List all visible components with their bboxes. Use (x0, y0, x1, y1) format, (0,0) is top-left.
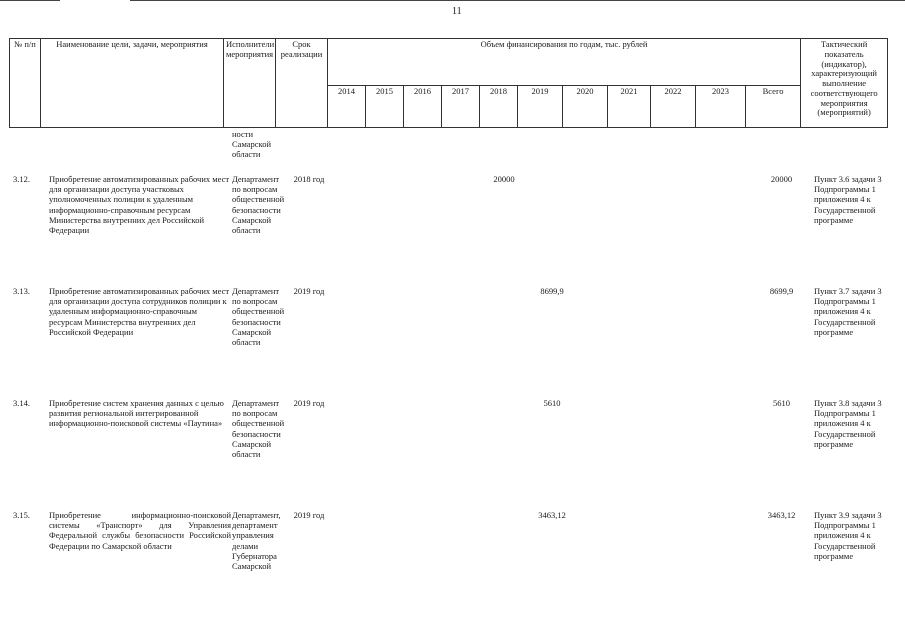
row-indicator: Пункт 3.7 задачи 3 Подпрограммы 1 приложения 4 к Государственной программе (814, 286, 882, 337)
page-number: 11 (452, 6, 462, 17)
row-value-2018: 20000 (493, 174, 515, 184)
header-year: 2015 (366, 86, 404, 128)
header-num: № п/п (10, 39, 41, 128)
row-name: Приобретение автоматизированных рабочих мест для организации доступа участковых уполномоченных полиции к удаленным информационно-справочным ресурсам Министерства внутренних дел Российской Федерации (49, 174, 230, 235)
header-year: 2021 (608, 86, 651, 128)
row-executor: Департамент по вопросам общественной безопасности Самарской области (232, 174, 285, 235)
row-number: 3.12. (13, 174, 30, 184)
header-term: Срок реализации (276, 39, 328, 128)
header-year: 2020 (563, 86, 608, 128)
header-year: 2014 (328, 86, 366, 128)
header-indicator: Тактический показатель (индикатор), характеризующий выполнение соответствующего мероприятия (мероприятий) (801, 39, 888, 128)
header-year: 2019 (518, 86, 563, 128)
row-term: 2019 год (293, 398, 325, 408)
row-value-2019: 8699,9 (540, 286, 564, 296)
row-number: 3.15. (13, 510, 30, 520)
row-number: 3.13. (13, 286, 30, 296)
table-body (9, 128, 887, 628)
header-year: 2023 (696, 86, 746, 128)
row-total: 8699,9 (769, 286, 794, 296)
top-rule-left (0, 0, 60, 1)
row-term: 2019 год (293, 286, 325, 296)
header-year: 2017 (442, 86, 480, 128)
top-rule-right (130, 0, 905, 1)
row-name: Приобретение автоматизированных рабочих мест для организации доступа сотрудников полиции к удаленным информационно-справочным ресурсам Министерства внутренних дел Российской Федерации (49, 286, 230, 337)
row-term: 2018 год (293, 174, 325, 184)
row-name: Приобретение систем хранения данных с целью развития региональной интегрированной информационно-поисковой системы «Паутина» (49, 398, 224, 429)
row-value-2019: 5610 (543, 398, 561, 408)
header-year: 2018 (480, 86, 518, 128)
table-header (9, 38, 888, 128)
header-funding: Объем финансирования по годам, тыс. рублей (328, 39, 801, 86)
header-name: Наименование цели, задачи, мероприятия (41, 39, 224, 128)
header-executor: Исполнители мероприятия (224, 39, 276, 128)
row-indicator: Пункт 3.8 задачи 3 Подпрограммы 1 приложения 4 к Государственной программе (814, 398, 882, 449)
row-total: 20000 (770, 174, 793, 184)
row-term: 2019 год (293, 510, 325, 520)
row-executor: Департамент по вопросам общественной безопасности Самарской области (232, 286, 285, 347)
header-year: 2022 (651, 86, 696, 128)
row-indicator: Пункт 3.6 задачи 3 Подпрограммы 1 приложения 4 к Государственной программе (814, 174, 882, 225)
row-executor: Департамент, департамент управления делами Губернатора Самарской (232, 510, 281, 571)
row-total: 3463,12 (767, 510, 796, 520)
carryover-executor: ности Самарской области (232, 129, 272, 160)
row-total: 5610 (773, 398, 790, 408)
row-indicator: Пункт 3.9 задачи 3 Подпрограммы 1 приложения 4 к Государственной программе (814, 510, 882, 561)
header-total: Всего (746, 86, 801, 128)
row-value-2019: 3463,12 (538, 510, 566, 520)
row-name: Приобретение информационно-поисковой системы «Транспорт» для Управления Федеральной службы безопасности Российской Федерации по Самарской области (49, 510, 231, 551)
header-year: 2016 (404, 86, 442, 128)
row-executor: Департамент по вопросам общественной безопасности Самарской области (232, 398, 285, 459)
row-number: 3.14. (13, 398, 30, 408)
